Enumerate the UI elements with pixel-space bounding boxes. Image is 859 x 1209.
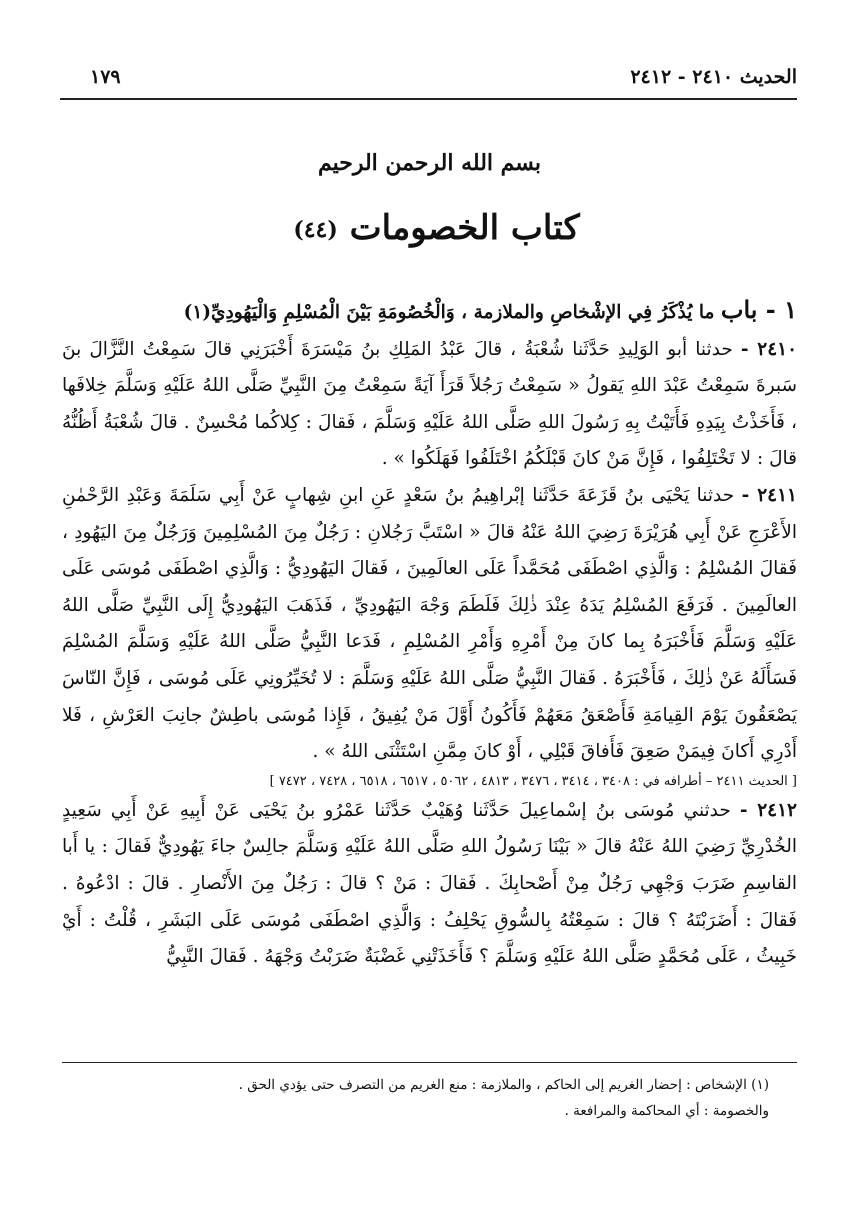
footnote-rule: [62, 1062, 797, 1063]
footnote-1: (١) الإشخاص : إحضار الغريم إلى الحاكم ، والملازمة : منع الغريم من التصرف حتى يؤدي الحق .: [238, 1077, 769, 1093]
running-header: الحديث ٢٤١٠ - ٢٤١٢: [630, 66, 797, 88]
footnote-1-continued: والخصومة : أي المحاكمة والمرافعة .: [564, 1103, 769, 1119]
book-title-text: كتاب الخصومات: [349, 208, 580, 248]
hadith-number: ٢٤١٢ -: [739, 799, 797, 821]
chapter-title: ما يُذْكَرُ فِي الإشْخاصِ والملازمة ، وَالْخُصُومَةِ بَيْنَ الْمُسْلِمِ وَالْيَهُودِيِّ(١): [183, 302, 715, 323]
chapter-heading: [62, 292, 797, 332]
hadith-text: حدثني مُوسَى بنُ إسْماعِيلَ حَدَّثَنا وُهَيْبٌ حَدَّثَنا عَمْرُو بنُ يَحْيَى عَنْ أَبِيهِ عَنْ أَبِي سَعِيدٍ الخُدْرِيِّ رَضِيَ اللهُ عَنْهُ قالَ « بَيْنَا رَسُولُ اللهِ صَلَّى اللهُ عَلَيْهِ وَسَلَّمَ جالِسٌ جاءَ يَهُودِيٌّ فَقالَ : يا أَبا القاسِمِ ضَرَبَ وَجْهِي رَجُلٌ مِنْ أَصْحابِكَ . فَقالَ : مَنْ ؟ قالَ : رَجُلٌ مِنَ الأَنْصارِ . قالَ : ادْعُوهُ . فَقالَ : أَضَرَبْتَهُ ؟ قالَ : سَمِعْتُهُ بِالسُّوقِ يَحْلِفُ : وَالَّذِي اصْطَفَى مُوسَى عَلَى البَشَرِ ، قُلْتُ : أَيْ خَبِيثُ ، عَلَى مُحَمَّدٍ صَلَّى اللهُ عَلَيْهِ وَسَلَّمَ ؟ فَأَخَذَتْنِي غَضْبَةٌ ضَرَبْتُ وَجْهَهُ . فَقالَ النَّبِيُّ: [62, 799, 797, 968]
hadith-text: حدثنا يَحْيَى بنُ قَزَعَةَ حَدَّثَنا إبْراهِيمُ بنُ سَعْدٍ عَنِ ابنِ شِهابٍ عَنْ أَبِي سَلَمَةَ وَعَبْدِ الرَّحْمٰنِ الأَعْرَجِ عَنْ أَبِي هُرَيْرَةَ رَضِيَ اللهُ عَنْهُ قالَ « اسْتَبَّ رَجُلانِ : رَجُلٌ مِنَ المُسْلِمِينَ وَرَجُلٌ مِنَ اليَهُودِ ، فَقالَ المُسْلِمُ : وَالَّذِي اصْطَفَى مُحَمَّداً عَلَى العالَمِينَ ، فَقالَ اليَهُودِيُّ : وَالَّذِي اصْطَفَى مُوسَى عَلَى العالَمِينَ . فَرَفَعَ المُسْلِمُ يَدَهُ عِنْدَ ذٰلِكَ فَلَطَمَ وَجْهَ اليَهُودِيِّ ، فَذَهَبَ اليَهُودِيُّ إِلَى النَّبِيِّ صَلَّى اللهُ عَلَيْهِ وَسَلَّمَ فَأَخْبَرَهُ بِما كانَ مِنْ أَمْرِهِ وَأَمْرِ المُسْلِمِ ، فَدَعا النَّبِيُّ صَلَّى اللهُ عَلَيْهِ وَسَلَّمَ المُسْلِمَ فَسَأَلَهُ عَنْ ذٰلِكَ ، فَأَخْبَرَهُ . فَقالَ النَّبِيُّ صَلَّى اللهُ عَلَيْهِ وَسَلَّمَ : لا تُخَيِّرُونِي عَلَى مُوسَى ، فَإِنَّ النّاسَ يَصْعَقُونَ يَوْمَ القِيامَةِ فَأَصْعَقُ مَعَهُمْ فَأَكُونُ أَوَّلَ مَنْ يُفِيقُ ، فَإِذا مُوسَى باطِشٌ جانِبَ العَرْشِ ، فَلا أَدْرِي أَكانَ فِيمَنْ صَعِقَ فَأَفاقَ قَبْلِي ، أَوْ كانَ مِمَّنِ اسْتَثْنَى اللهُ » .: [62, 484, 797, 763]
hadith-2410: [62, 332, 797, 478]
main-text: [62, 292, 797, 976]
hadith-number: ٢٤١٠ -: [740, 338, 798, 360]
hadith-number: ٢٤١١ -: [741, 484, 797, 506]
hadith-2411: [62, 478, 797, 771]
hadith-text: حدثنا أبو الوَلِيدِ حَدَّثَنا شُعْبَةُ ، قالَ عَبْدُ المَلِكِ بنُ مَيْسَرَةَ أَخْبَرَنِي قالَ سَمِعْتُ النَّزَّالَ بنَ سَبرةَ سَمِعْتُ عَبْدَ اللهِ يَقولُ « سَمِعْتُ رَجُلاً قَرَأَ آيَةً سَمِعْتُ مِنَ النَّبِيِّ صَلَّى اللهُ عَلَيْهِ وَسَلَّمَ خِلافَها ، فَأَخَذْتُ بِيَدِهِ فَأَتَيْتُ بِهِ رَسُولَ اللهِ صَلَّى اللهُ عَلَيْهِ وَسَلَّمَ ، فَقالَ : كِلاكُما مُحْسِنٌ . قالَ شُعْبَةُ أَظُنُّهُ قالَ : لا تَخْتَلِفُوا ، فَإِنَّ مَنْ كانَ قَبْلَكُمُ اخْتَلَفُوا فَهَلَكُوا » .: [62, 338, 797, 470]
footnotes: [130, 1072, 769, 1124]
chapter-label: ١ - باب: [720, 295, 797, 324]
basmala: بسم الله الرحمن الرحيم: [317, 150, 542, 176]
book-number: (٤٤): [293, 217, 338, 243]
hadith-2412: [62, 793, 797, 976]
cross-references: [ الحديث ٢٤١١ – أطرافه في : ٣٤٠٨ ، ٣٤١٤ ، ٣٤٧٦ ، ٤٨١٣ ، ٥٠٦٢ ، ٦٥١٧ ، ٦٥١٨ ، ٧٤٢٨ ، ٧٤٧٢ ]: [269, 773, 797, 789]
page-header: [60, 62, 797, 102]
book-title: [0, 208, 859, 248]
page-number: ١٧٩: [90, 66, 121, 88]
header-rule: [60, 98, 797, 100]
